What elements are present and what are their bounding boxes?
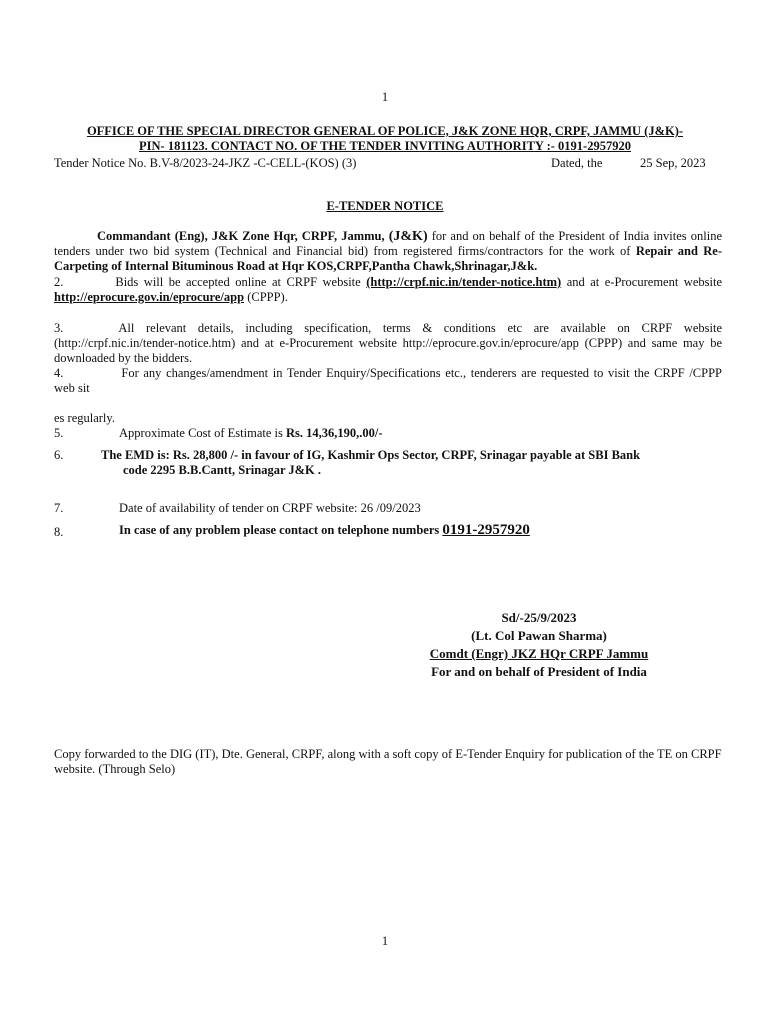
signature-behalf: For and on behalf of President of India [431,664,647,679]
document-title: E-TENDER NOTICE [326,199,444,213]
tender-number: Tender Notice No. B.V-8/2023-24-JKZ -C-CELL-(KOS) (3) [54,156,357,170]
signature-sd: Sd/-25/9/2023 [501,610,577,625]
page-number-top: 1 [381,90,389,104]
signature-block [411,609,667,681]
availability-date: Date of availability of tender on CRPF website: 26 /09/2023 [119,501,421,515]
paragraph-3 [54,321,722,366]
emd-line-1: The EMD is: Rs. 28,800 /- in favour of IG, Kashmir Ops Sector, CRPF, Srinagar payable at SBI Bank [101,448,641,462]
para4-text: For any changes/amendment in Tender Enquiry/Specifications etc., tenderers are requested to visit the CRPF /CPPP web sit [54,366,722,395]
crpf-tender-link[interactable]: (http://crpf.nic.in/tender-notice.htm) [366,275,562,289]
emd-line-2: code 2295 B.B.Cantt, Srinagar J&K . [123,463,322,477]
para2-text-2: and at e-Procurement website [561,275,722,289]
para4-continuation: es regularly. [54,411,115,425]
header-office-line: OFFICE OF THE SPECIAL DIRECTOR GENERAL OF POLICE, J&K ZONE HQR, CRPF, JAMMU (J&K)- [86,124,684,138]
para2-number: 2. [54,275,64,289]
paragraph-5 [119,426,383,441]
para7-number: 7. [54,501,64,515]
tender-date: 25 Sep, 2023 [640,156,706,170]
paragraph-8 [119,523,530,538]
para6-number: 6. [54,448,64,462]
signature-name: (Lt. Col Pawan Sharma) [471,628,607,643]
work-title: Repair and Re-Carpeting of Internal Bituminous Road at Hqr KOS,CRPF,Pantha Chawk,Shrinagar,J&k. [54,244,722,273]
dated-label: Dated, the [551,156,603,170]
copy-forwarded-note: Copy forwarded to the DIG (IT), Dte. General, CRPF, along with a soft copy of E-Tender Enquiry for publication of the TE on CRPF website. (Through Selo) [54,747,722,776]
para4-number: 4. [54,366,64,380]
signature-designation: Comdt (Engr) JKZ HQr CRPF Jammu [429,646,649,661]
header-contact-line: PIN- 181123. CONTACT NO. OF THE TENDER INVITING AUTHORITY :- 0191-2957920 [139,139,631,153]
para2-text-3: (CPPP). [244,290,288,304]
para1-text: for and on behalf of the President of India invites online tenders under two bid system (Technical and Financial bid) from registered firms/contractors for the work of [54,229,723,258]
paragraph-2 [54,275,722,305]
estimate-amount: Rs. 14,36,190,.00/- [286,426,383,440]
contact-phone: 0191-2957920 [442,522,530,538]
eprocure-link[interactable]: http://eprocure.gov.in/eprocure/app [54,290,245,304]
jk-text: (J&K) [388,229,428,244]
para5-number: 5. [54,426,64,440]
para5-text: Approximate Cost of Estimate is [119,426,286,440]
para3-text: All relevant details, including specification, terms & conditions etc are available on CRPF website (http://crpf.nic.in/tender-notice.htm) and at e-Procurement website http://eprocure.gov.in/eprocure/app (CPPP) and same may be downloaded by the bidders. [54,321,722,365]
paragraph-1 [54,229,722,274]
paragraph-4 [54,366,722,396]
page-number-bottom: 1 [381,934,389,948]
para3-number: 3. [54,321,64,335]
para2-text: Bids will be accepted online at CRPF website [115,275,367,289]
contact-text: In case of any problem please contact on telephone numbers [119,523,443,537]
para8-number: 8. [54,525,64,539]
commandant-text: Commandant (Eng), J&K Zone Hqr, CRPF, Jammu, [97,229,385,243]
